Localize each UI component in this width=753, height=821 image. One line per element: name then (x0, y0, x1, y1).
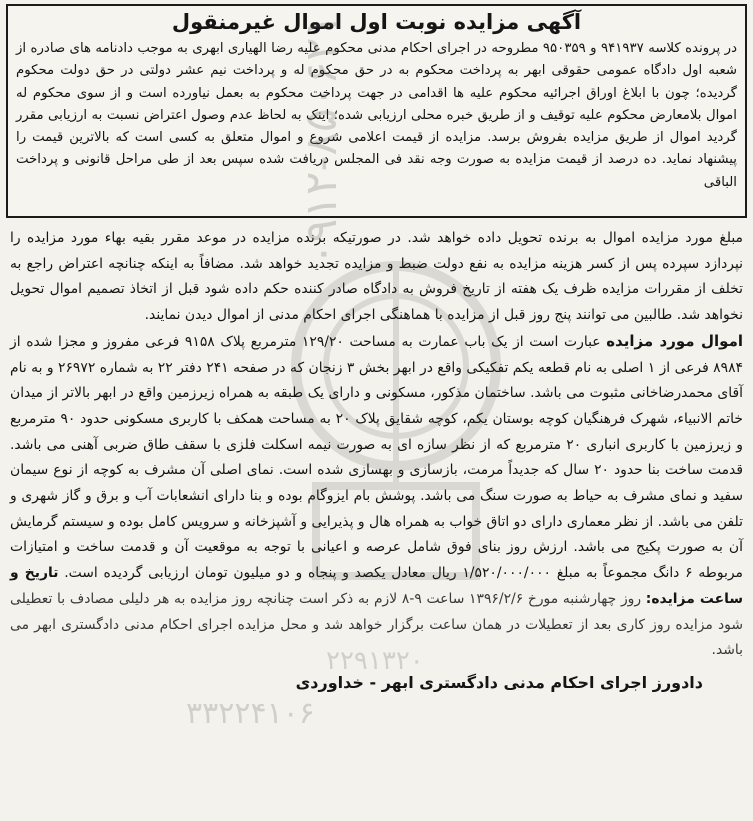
signature: دادورز اجرای احکام مدنی دادگستری ابهر - خداوردی (295, 672, 703, 692)
auction-datetime-text: روز چهارشنبه مورخ ۱۳۹۶/۲/۶ ساعت ۹-۸ لازم به ذکر است چنانچه روز مزایده به هر دلیلی مصادف با تعطیلی شود مزایده روز کاری بعد از تعطیلات در همان ساعت برگزار خواهد شد و محل مزایده اجرای احکام مدنی دادگستری ابهر می باشد. (10, 590, 743, 659)
notice-title: آگهی مزایده نوبت اول اموال غیرمنقول (171, 10, 582, 34)
property-heading: اموال مورد مزایده (606, 331, 744, 350)
property-description (10, 329, 743, 664)
auction-datetime-heading: تاریخ و ساعت مزایده: (10, 565, 743, 607)
notice-intro-paragraph: در پرونده کلاسه ۹۴۱۹۳۷ و ۹۵۰۳۵۹ مطروحه در اجرای احکام مدنی محکوم علیه رضا الهیاری ابهری به موجب دادنامه های صادره از شعبه اول دادگاه عمومی حقوقی ابهر به پرداخت محکوم به در حق محکوم له و پرداخت نیم عشر دولتی در حق دولت محکوم گردیده؛ چون با ابلاغ اوراق اجرائیه محکوم علیه ها اقدامی در جهت پرداخت محکوم به بعمل نیاورده است و از سوی محکوم له اموال بلامعارض محکوم علیه توقیف و از طریق خبره محلی ارزیابی شده؛ اینک به لحاظ عدم وصول اعتراض نسبت به ارزیابی مقرر گردید اموال از طریق مزایده بفروش برسد. مزایده از قیمت اعلامی شروع و اموال متعلق به کسی است که بالاترین قیمت را پیشنهاد نماید. ده درصد از قیمت مزایده به صورت وجه نقد فی المجلس دریافت شده سپس بعد از طی مراحل قانونی و پرداخت الباقی (16, 41, 737, 190)
property-text: عبارت است از یک باب عمارت به مساحت ۱۲۹/۲۰ مترمربع پلاک ۹۱۵۸ فرعی مفروز و مجزا شده از ۸۹۸۴ فرعی از ۱ اصلی به نام قطعه یکم تفکیکی واقع در ابهر بخش ۳ زنجان که در صفحه ۲۴۱ دفتر ۲۲ به شماره ۲۶۹۷۲ و به نام آقای محمدرضاخانی مثبوت می باشد. ساختمان مذکور، مسکونی و دارای یک طبقه به همراه زیرزمین واقع در ابهر بالاتر از میدان خاتم الانبیاء، شهرک فرهنگیان کوچه بوستان یکم، کوچه شقایق پلاک ۲۰ به مساحت همکف با کاربری مسکونی حدود ۹۰ مترمربع و زیرزمین با کاربری انباری ۲۰ مترمربع که از نظر سازه ای به صورت نیمه اسکلت فلزی با سقف طاق ضربی آهنی می باشد. قدمت ساخت بنا حدود ۲۰ سال که جدیداً مرمت، بازسازی و بهسازی شده است. نمای اصلی آن مشرف به کوچه از نوع سیمان سفید و نمای مشرف به حیاط به صورت سنگ می باشد. پوشش بام ایزوگام بوده و بنا دارای انشعابات آب و برق و گاز شهری و تلفن می باشد. از نظر معماری دارای دو اتاق خواب به همراه هال و پذیرایی و آشپزخانه و سرویس کامل بوده و سیستم گرمایش آن به صورت پکیج می باشد. ارزش روز بنای فوق شامل عرصه و اعیانی با توجه به موقعیت آن و قدمت ساخت و امتیازات مربوطه ۶ دانگ مجموعاً به مبلغ ۱/۵۲۰/۰۰۰/۰۰۰ ریال معادل یکصد و پنجاه و دو میلیون تومان ارزیابی گردیده است. (10, 333, 744, 582)
watermark-phone-number: ۰۹۱۲-۸۵۰۶۲۱ (296, 13, 347, 266)
watermark-number-1: ۲۲۹۱۳۲۰ (326, 646, 424, 676)
notice-header-box (6, 4, 747, 218)
notice-terms-paragraph: مبلغ مورد مزایده اموال به برنده تحویل داده خواهد شد. در صورتیکه برنده مزایده در موعد مقرر بقیه بهاء مورد مزایده را نپردازد سپرده پس از کسر هزینه مزایده به نفع دولت ضبط و مزایده تجدید خواهد شد. مضافاً به اینکه چنانچه اعتراض راجع به تخلف از مقررات مزایده ظرف یک هفته از تاریخ فروش به دادگاه صادر کننده حکم داده شود قبل از اتخاذ تصمیم اموال تحویل نخواهد شد. طالبین می توانند پنج روز قبل از مزایده با هماهنگی اجرای احکام مدنی از اموال دیدن نمایند. (10, 230, 743, 324)
watermark-number-2: ۳۳۲۲۴۱۰۶ (186, 696, 315, 731)
